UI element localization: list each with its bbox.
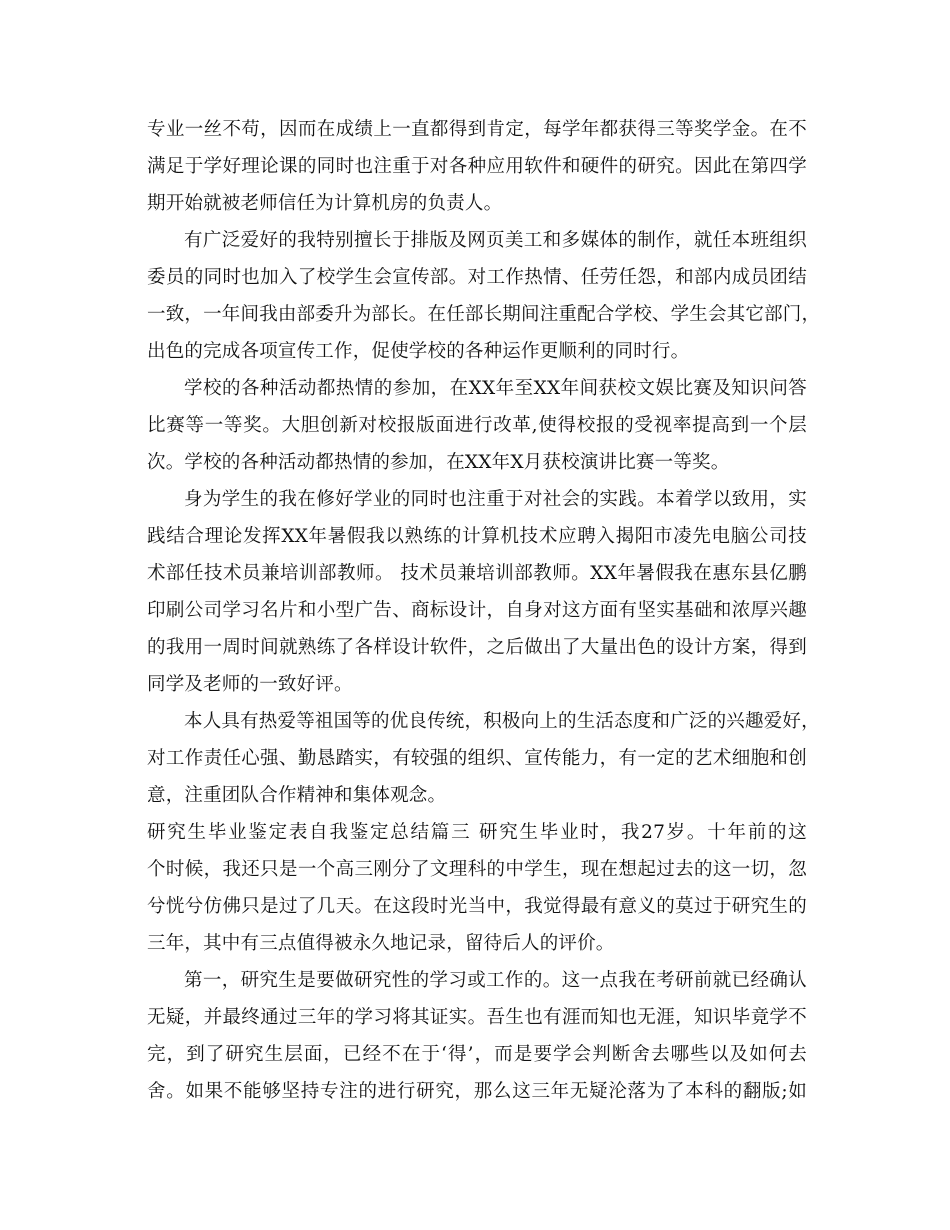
text-line: 同学及老师的一致好评。 [147, 674, 353, 695]
text-line: 有广泛爱好的我特别擅长于排版及网页美工和多媒体的制作，就任本班组织 [184, 230, 807, 251]
text-line: 对工作责任心强、勤恳踏实，有较强的组织、宣传能力，有一定的艺术细胞和创 [147, 748, 807, 769]
text-line: 第一，研究生是要做研究性的学习或工作的。这一点我在考研前就已经确认 [184, 970, 807, 991]
text-line: 意，注重团队合作精神和集体观念。 [147, 785, 447, 806]
text-line: 专业一丝不苟，因而在成绩上一直都得到肯定，每学年都获得三等奖学金。在不 [147, 119, 807, 140]
text-line: 期开始就被老师信任为计算机房的负责人。 [147, 193, 503, 214]
text-line: 比赛等一等奖。大胆创新对校报版面进行改革,使得校报的受视率提高到一个层 [147, 415, 807, 436]
text-line: 术部任技术员兼培训部教师。 技术员兼培训部教师。XX年暑假我在惠东县亿鹏 [147, 563, 807, 584]
text-line: 践结合理论发挥XX年暑假我以熟练的计算机技术应聘入揭阳市凌先电脑公司技 [147, 526, 807, 547]
text-line: 出色的完成各项宣传工作，促使学校的各种运作更顺利的同时行。 [147, 341, 690, 362]
text-line: 一致，一年间我由部委升为部长。在任部长期间注重配合学校、学生会其它部门， [147, 304, 821, 325]
text-line: 次。学校的各种活动都热情的参加，在XX年X月获校演讲比赛一等奖。 [147, 452, 730, 473]
text-line: 学校的各种活动都热情的参加，在XX年至XX年间获校文娱比赛及知识问答 [184, 378, 807, 399]
text-line: 兮恍兮仿佛只是过了几天。在这段时光当中，我觉得最有意义的莫过于研究生的 [147, 896, 807, 917]
text-line: 本人具有热爱等祖国等的优良传统，积极向上的生活态度和广泛的兴趣爱好， [184, 711, 820, 732]
text-line: 委员的同时也加入了校学生会宣传部。对工作热情、任劳任怨，和部内成员团结 [147, 267, 807, 288]
text-line: 个时候，我还只是一个高三刚分了文理科的中学生，现在想起过去的这一切，忽 [147, 859, 807, 880]
text-line: 三年，其中有三点值得被永久地记录，留待后人的评价。 [147, 933, 615, 954]
text-line: 身为学生的我在修好学业的同时也注重于对社会的实践。本着学以致用，实 [184, 489, 807, 510]
text-line: 无疑，并最终通过三年的学习将其证实。吾生也有涯而知也无涯，知识毕竟学不 [147, 1007, 807, 1028]
text-line: 舍。如果不能够坚持专注的进行研究，那么这三年无疑沦落为了本科的翻版;如 [147, 1081, 807, 1102]
section-heading-line: 研究生毕业鉴定表自我鉴定总结篇三 研究生毕业时，我27岁。十年前的这 [147, 822, 807, 843]
text-line: 印刷公司学习名片和小型广告、商标设计，自身对这方面有坚实基础和浓厚兴趣 [147, 600, 807, 621]
text-line: 的我用一周时间就熟练了各样设计软件，之后做出了大量出色的设计方案，得到 [147, 637, 807, 658]
text-line: 满足于学好理论课的同时也注重于对各种应用软件和硬件的研究。因此在第四学 [147, 156, 807, 177]
text-line: 完，到了研究生层面，已经不在于‘得’，而是要学会判断舍去哪些以及如何去 [147, 1044, 807, 1065]
